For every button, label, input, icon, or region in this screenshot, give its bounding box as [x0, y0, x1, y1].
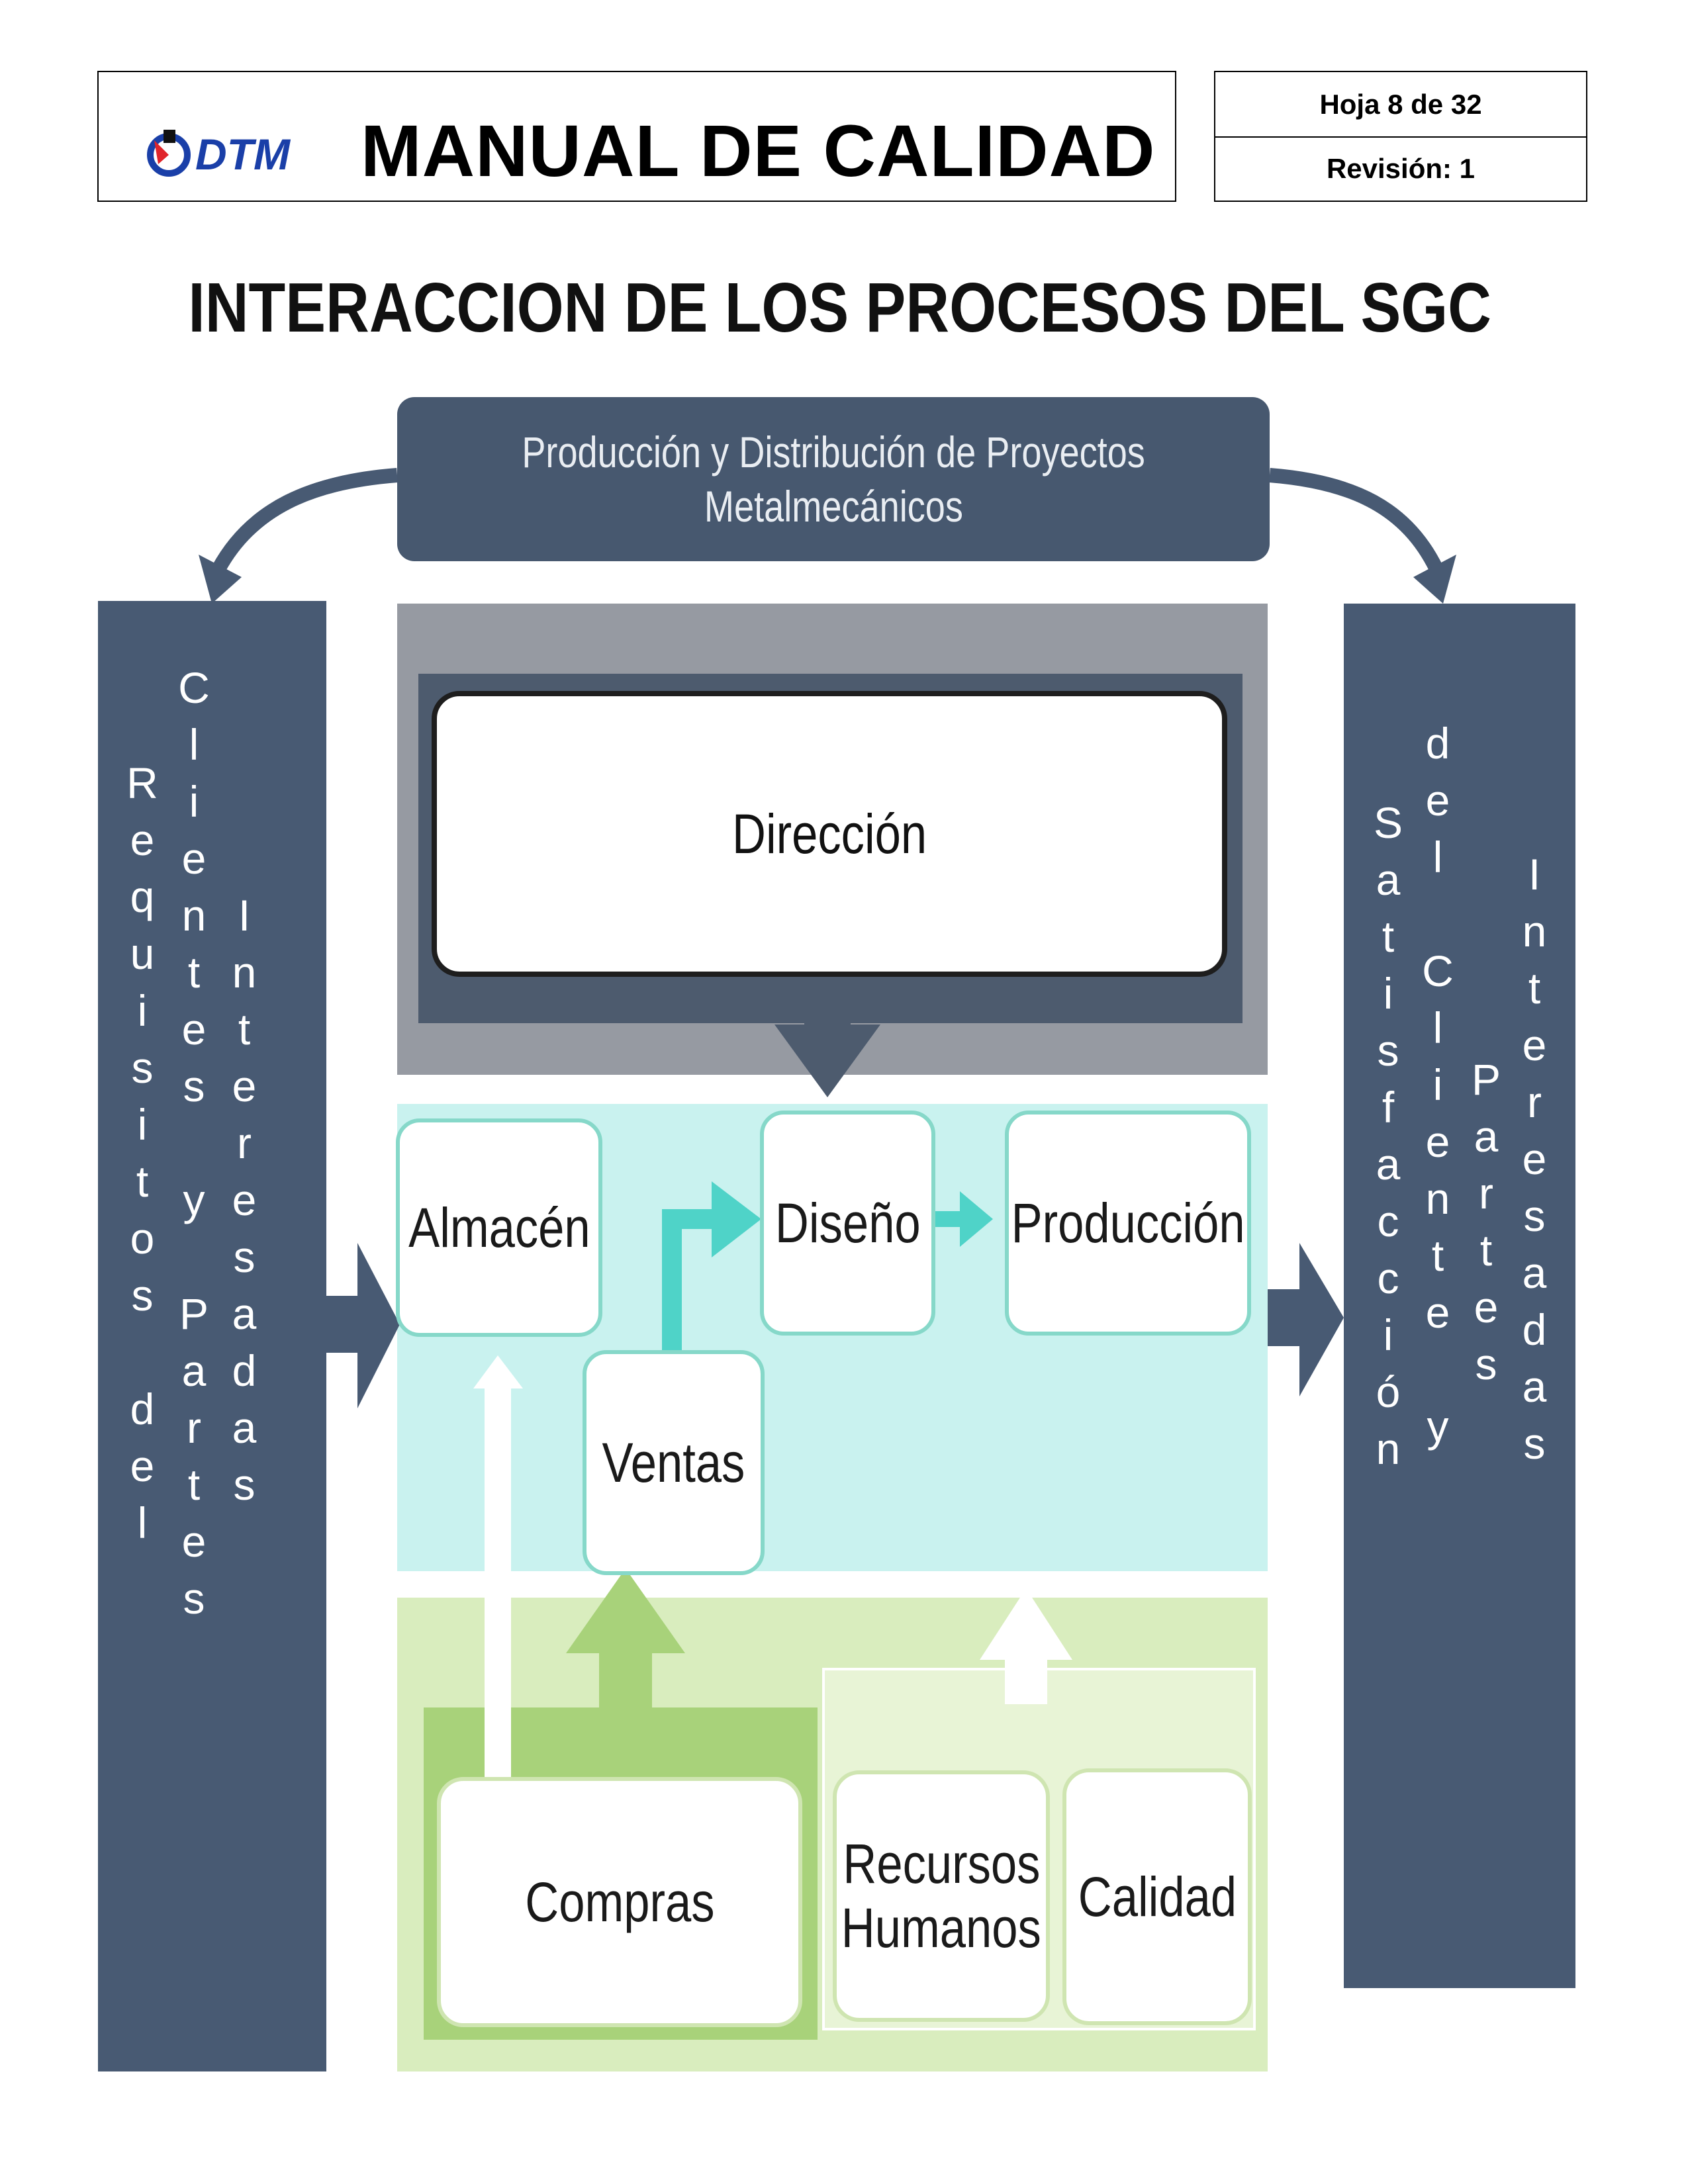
vertical-letter: t [187, 1460, 201, 1509]
compras-to-almacen-shaft [485, 1387, 511, 1777]
sheet-number: Hoja 8 de 32 [1215, 72, 1586, 138]
vertical-letter: s [131, 1043, 154, 1092]
vertical-letter: a [232, 1289, 257, 1338]
vertical-letter: f [1382, 1083, 1395, 1132]
vertical-letter: P [1471, 1055, 1501, 1104]
vertical-letter: o [130, 1214, 155, 1263]
vertical-letter: r [237, 1118, 252, 1167]
diseno-box [760, 1111, 935, 1336]
right-col-1 [1365, 794, 1411, 1477]
vertical-letter: s [183, 1574, 205, 1623]
vertical-letter [188, 1115, 200, 1171]
vertical-letter: s [1475, 1340, 1497, 1388]
curve-arrow-right [1270, 475, 1436, 569]
vertical-letter: a [1474, 1112, 1499, 1161]
vertical-letter: n [181, 891, 207, 940]
vertical-letter: t [238, 1005, 251, 1054]
vertical-letter: e [1425, 1117, 1450, 1166]
direction-arrow-shaft [804, 979, 851, 1026]
vertical-letter: n [1376, 1424, 1401, 1473]
revision-number: Revisión: 1 [1326, 152, 1476, 184]
vertical-letter: s [1523, 1191, 1546, 1240]
vertical-letter: s [1377, 1026, 1399, 1075]
vertical-letter: t [1479, 1226, 1493, 1275]
vertical-letter: C [178, 663, 210, 712]
support-to-ventas-head [566, 1569, 685, 1653]
produccion-box [1005, 1111, 1251, 1336]
banner-line-2: Metalmecánicos [704, 482, 963, 531]
vertical-letter: y [1427, 1402, 1449, 1451]
vertical-letter [1432, 886, 1444, 942]
vertical-letter: e [130, 815, 155, 864]
vertical-letter: a [1522, 1248, 1547, 1297]
vertical-letter [188, 1228, 200, 1285]
vertical-letter: e [181, 834, 207, 883]
curve-arrow-left [218, 475, 397, 569]
vertical-letter: d [1522, 1305, 1547, 1354]
right-col-2 [1415, 715, 1461, 1455]
vertical-letter: e [1522, 1021, 1547, 1069]
vertical-letter: d [232, 1346, 257, 1395]
vertical-letter: n [1425, 1174, 1450, 1223]
vertical-letter: s [1523, 1419, 1546, 1468]
input-arrow-head [357, 1243, 400, 1408]
vertical-letter: e [1522, 1134, 1547, 1183]
rrhh-label-1: Recursos [842, 1833, 1041, 1895]
vertical-letter: l [1432, 833, 1443, 882]
vertical-letter: s [183, 1062, 205, 1111]
left-col-1 [119, 754, 165, 1551]
vertical-letter: d [1425, 719, 1450, 768]
vertical-letter: a [1376, 1140, 1401, 1189]
vertical-letter: r [1527, 1077, 1542, 1126]
rrhh-box [833, 1770, 1050, 2022]
direction-label: Dirección [731, 802, 927, 865]
vertical-letter: a [1376, 855, 1401, 904]
vertical-letter: t [1528, 964, 1541, 1013]
vertical-letter: i [1432, 1060, 1443, 1109]
vertical-letter: e [130, 1441, 155, 1490]
hr-quality-arrow-shaft [1005, 1658, 1047, 1704]
vertical-letter: ó [1376, 1367, 1401, 1416]
vertical-letter: t [187, 948, 201, 997]
vertical-letter: i [1383, 1310, 1393, 1359]
vertical-letter: e [181, 1005, 207, 1054]
vertical-letter [1432, 1341, 1444, 1398]
vertical-letter: c [1377, 1253, 1399, 1302]
vertical-letter: I [1528, 850, 1541, 899]
calidad-label: Calidad [1078, 1865, 1237, 1928]
vertical-letter: n [1522, 907, 1547, 956]
vertical-letter: q [130, 872, 155, 921]
vertical-letter: y [183, 1175, 205, 1224]
diseno-to-produccion-head [960, 1191, 993, 1247]
hr-quality-arrow-head [980, 1588, 1072, 1660]
calidad-box [1062, 1768, 1252, 2025]
vertical-letter: i [137, 1100, 148, 1149]
right-col-3 [1463, 1051, 1509, 1392]
vertical-letter: e [1425, 776, 1450, 825]
vertical-letter [136, 1324, 148, 1381]
vertical-letter: a [181, 1346, 207, 1395]
output-arrow-head [1299, 1243, 1344, 1396]
vertical-letter: e [1425, 1288, 1450, 1337]
vertical-letter: P [179, 1289, 209, 1338]
vertical-letter: C [1422, 946, 1454, 995]
vertical-letter: l [137, 1498, 148, 1547]
vertical-letter: l [189, 720, 199, 769]
diagram-title: INTERACCION DE LOS PROCESOS DEL SGC [188, 269, 1492, 347]
rrhh-label-2: Humanos [841, 1897, 1042, 1959]
produccion-label: Producción [1011, 1191, 1245, 1254]
compras-box [437, 1777, 802, 2027]
vertical-letter: d [130, 1385, 155, 1433]
compras-to-almacen-head [473, 1355, 523, 1388]
document-title: MANUAL DE CALIDAD [361, 111, 1156, 192]
vertical-letter: S [1373, 798, 1403, 847]
ventas-to-diseno-arrow-head [712, 1181, 761, 1257]
ventas-box [583, 1350, 765, 1575]
vertical-letter: c [1377, 1197, 1399, 1246]
diseno-label: Diseño [774, 1191, 921, 1254]
banner-line-1: Producción y Distribución de Proyectos [522, 427, 1145, 477]
vertical-letter: n [232, 948, 257, 997]
almacen-label: Almacén [408, 1196, 590, 1259]
vertical-letter: e [232, 1175, 257, 1224]
ventas-to-diseno-arrow [672, 1219, 718, 1350]
vertical-letter: I [238, 891, 251, 940]
diseno-to-produccion-shaft [935, 1211, 961, 1227]
vertical-letter: r [187, 1403, 201, 1452]
vertical-letter: t [1431, 1231, 1444, 1280]
compras-label: Compras [524, 1870, 715, 1933]
vertical-letter: s [233, 1232, 256, 1281]
vertical-letter: e [181, 1517, 207, 1566]
support-to-ventas-shaft [599, 1651, 652, 1714]
vertical-letter: s [131, 1271, 154, 1320]
vertical-letter: a [1522, 1362, 1547, 1411]
vertical-letter: s [233, 1460, 256, 1509]
vertical-letter: e [232, 1062, 257, 1111]
vertical-letter: e [1474, 1283, 1499, 1332]
left-col-3 [221, 887, 267, 1513]
almacen-box [396, 1118, 602, 1337]
vertical-letter: a [232, 1403, 257, 1452]
logo-wordmark: DTM [195, 130, 290, 179]
vertical-letter: t [1382, 912, 1395, 961]
vertical-letter: l [1432, 1003, 1443, 1052]
ventas-label: Ventas [602, 1431, 745, 1494]
left-col-2 [171, 659, 217, 1627]
vertical-letter: r [1479, 1169, 1493, 1218]
vertical-letter: R [126, 758, 158, 807]
right-col-4 [1511, 846, 1558, 1472]
direction-arrow-head [774, 1024, 880, 1097]
vertical-letter: i [189, 777, 199, 826]
vertical-letter: i [137, 986, 148, 1035]
vertical-letter: t [136, 1157, 149, 1206]
vertical-letter: u [130, 929, 155, 978]
vertical-letter: i [1383, 969, 1393, 1018]
